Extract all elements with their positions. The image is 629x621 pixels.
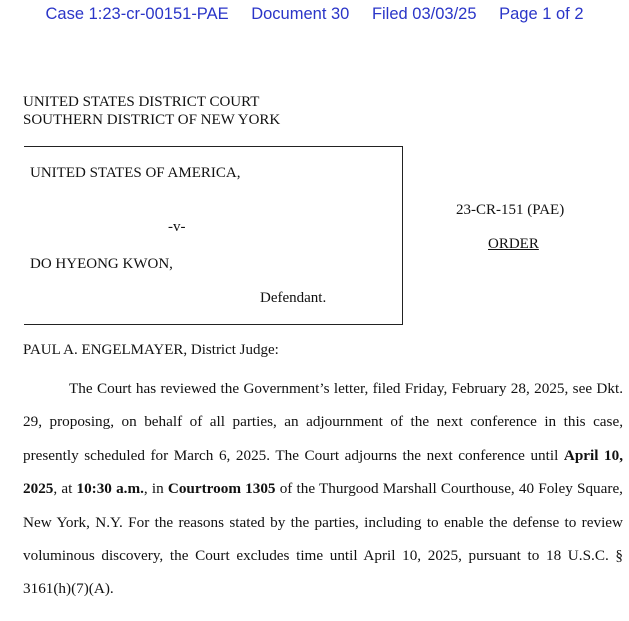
conference-date: April 10, 2025 [23, 446, 623, 498]
versus: -v- [168, 219, 186, 235]
case-number: Case 1:23-cr-00151-PAE [45, 5, 229, 23]
order-text-3: , in [143, 480, 168, 498]
courtroom: Courtroom 1305 [167, 480, 276, 498]
page-count: Page 1 of 2 [499, 5, 584, 23]
court-line-2: SOUTHERN DISTRICT OF NEW YORK [23, 112, 281, 128]
order-text-1: The Court has reviewed the Government’s letter, filed Friday, February 28, 2025, see Dkt. 29, proposing, on behalf of all parties, an adjournment of the next conference in this case, presently scheduled for March 6, 2025. The Court adjourns the next conference until [23, 380, 623, 464]
order-text-4: of the Thurgood Marshall Courthouse, 40 Foley Square, New York, N.Y. For the reasons stated by the parties, including to enable the defense to review voluminous discovery, the Court excludes time until April 10, 2025, pursuant to 18 U.S.C. § 3161(h)(7)(A). [23, 480, 623, 598]
plaintiff: UNITED STATES OF AMERICA, [30, 165, 241, 181]
filing-header [0, 5, 629, 24]
order-paragraph [23, 372, 623, 606]
court-line-1: UNITED STATES DISTRICT COURT [23, 94, 260, 110]
defendant-role: Defendant. [260, 290, 327, 306]
court-name [23, 93, 280, 129]
conference-time: 10:30 a.m. [76, 480, 144, 498]
order-text-2: , at [53, 480, 77, 498]
case-docket-number: 23-CR-151 (PAE) [456, 202, 565, 218]
document-number: Document 30 [251, 5, 350, 23]
defendant-name: DO HYEONG KWON, [30, 256, 173, 272]
document-title: ORDER [488, 236, 539, 252]
judge-line: PAUL A. ENGELMAYER, District Judge: [23, 342, 279, 358]
filed-date: Filed 03/03/25 [371, 5, 477, 23]
